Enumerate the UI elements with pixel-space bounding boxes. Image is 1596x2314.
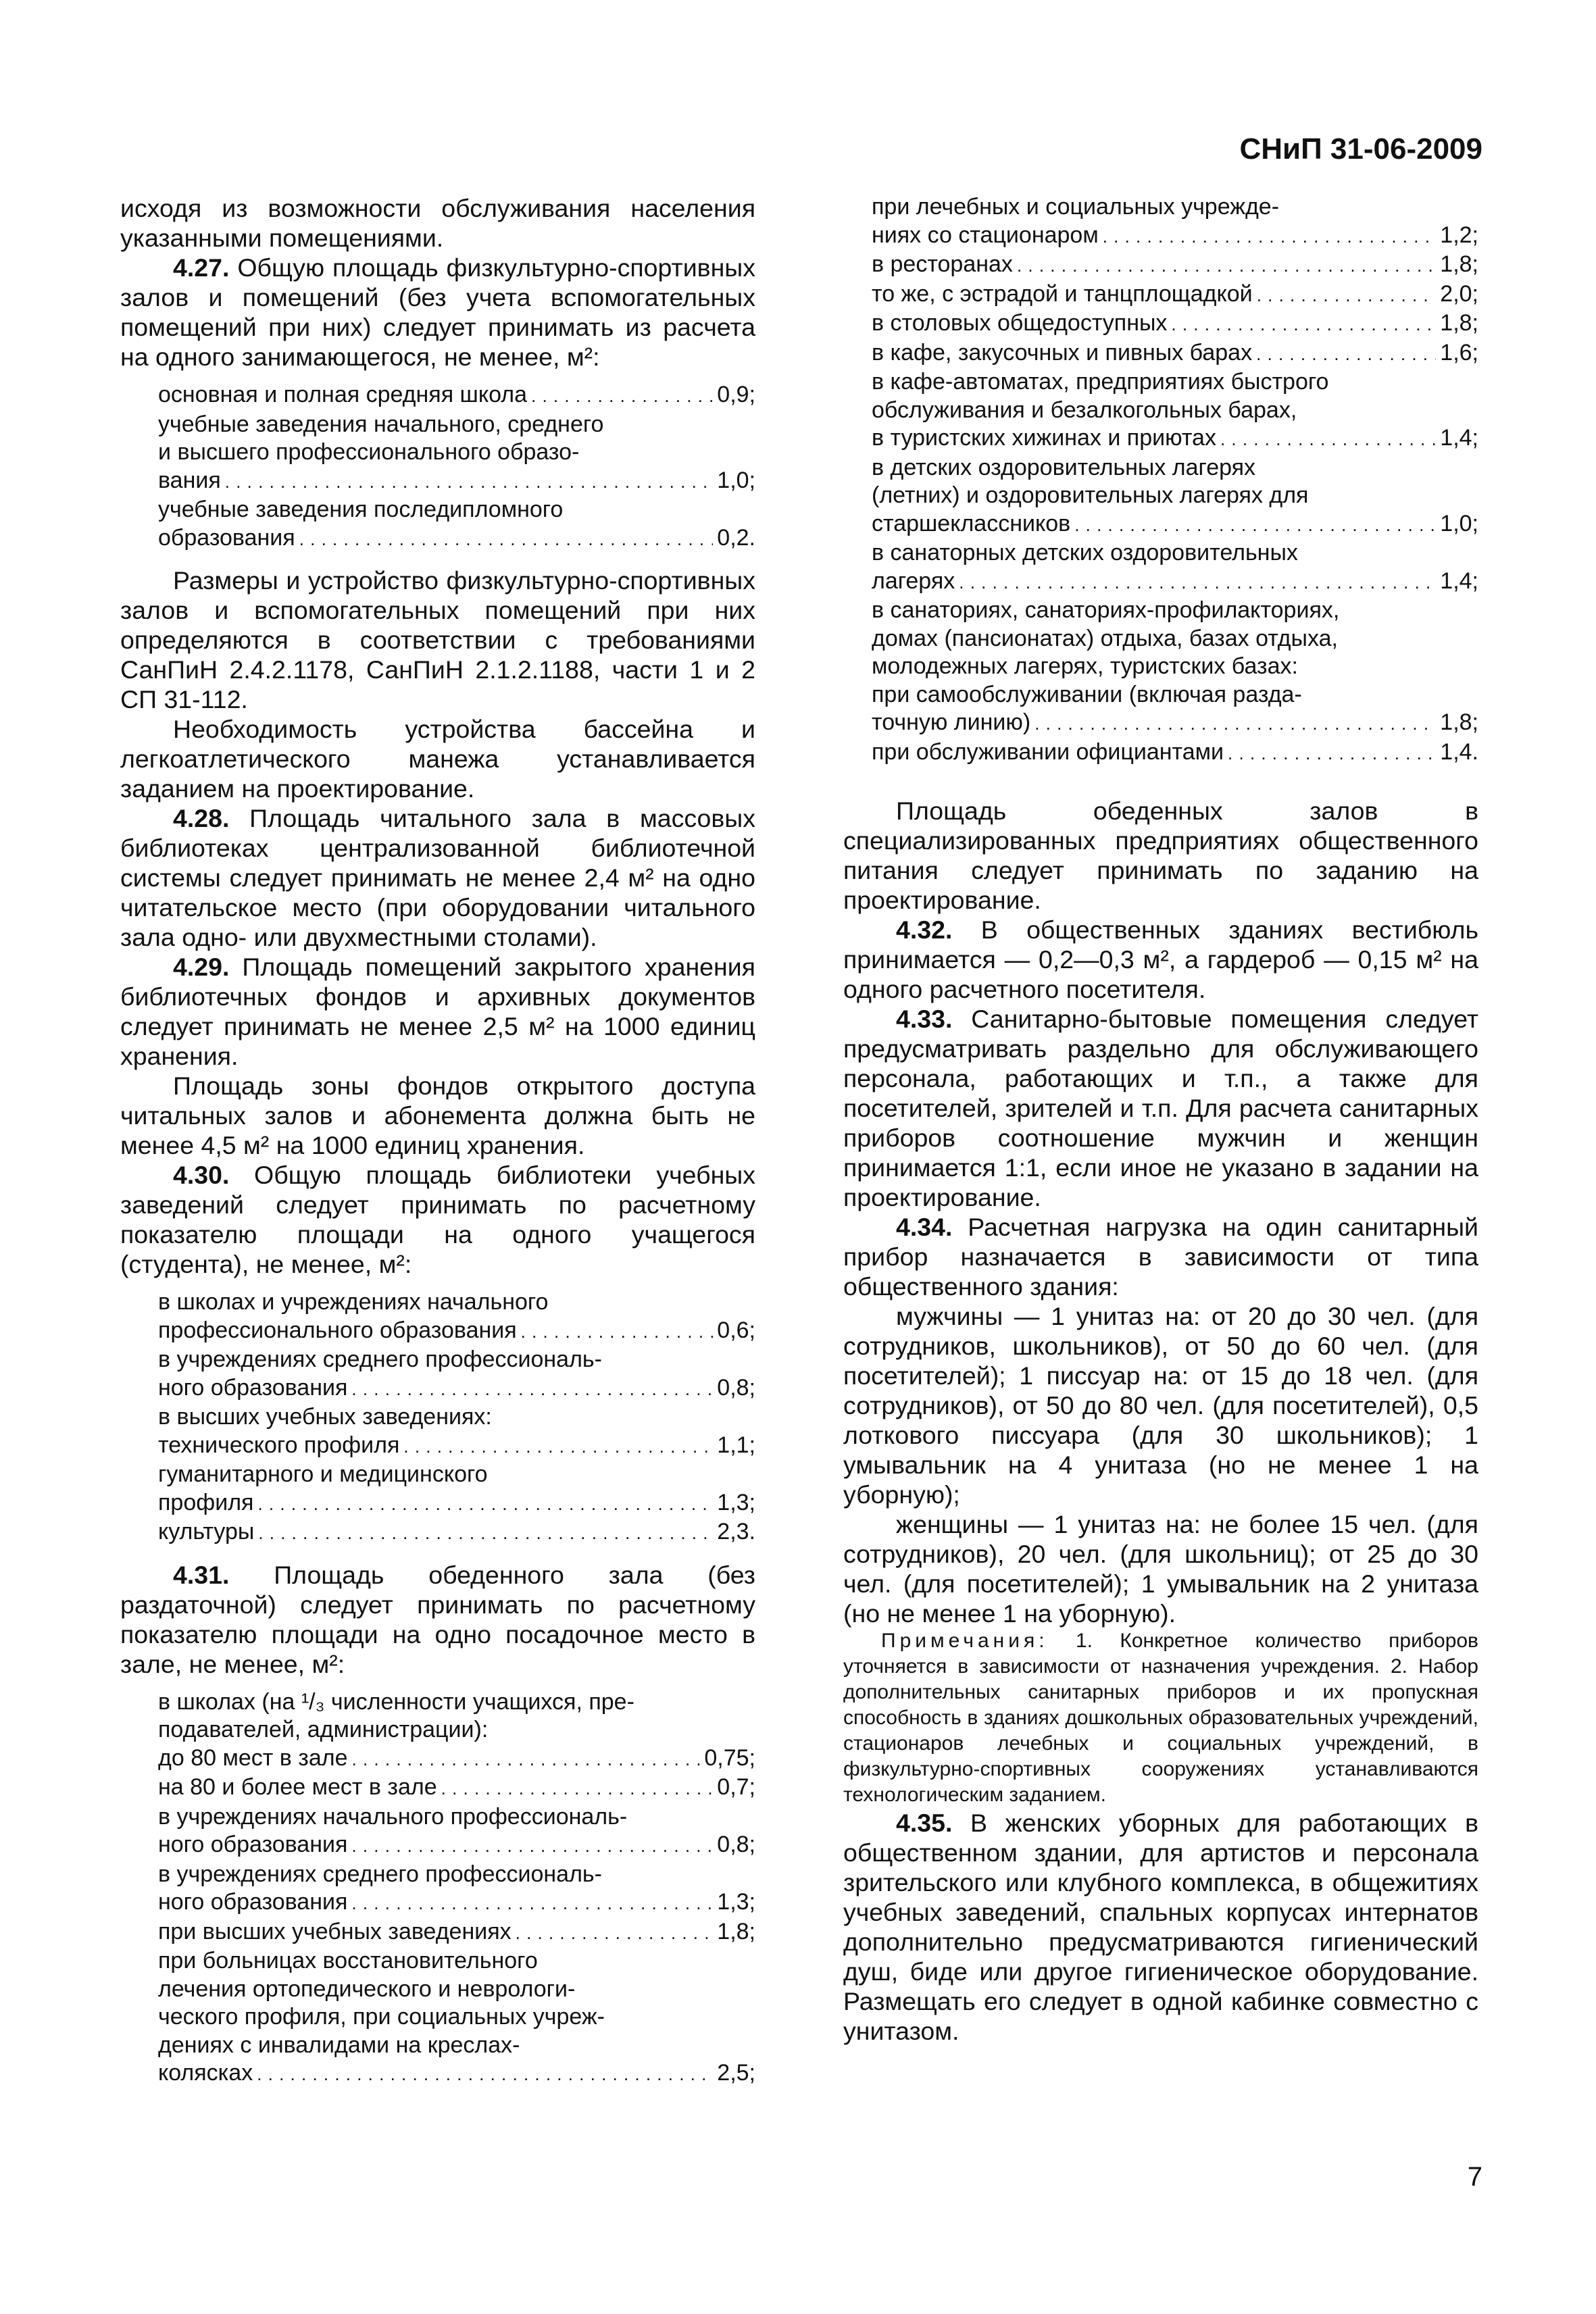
clause-text: Расчетная нагрузка на один санитарный прибор назначается в зависимости от типа общественного здания: xyxy=(843,1213,1478,1301)
list-item-value: 2,3. xyxy=(717,1519,755,1544)
list-item xyxy=(158,1688,755,1717)
list-4-27 xyxy=(158,381,755,553)
dot-leader xyxy=(351,1831,713,1861)
list-item-label: в столовых общедоступных xyxy=(872,310,1168,336)
dot-leader xyxy=(403,1432,713,1461)
list-item xyxy=(158,1374,755,1404)
list-item-value: 2,5; xyxy=(717,2060,755,2086)
dot-leader xyxy=(516,1918,714,1948)
list-item-value: 1,4. xyxy=(1440,738,1478,765)
list-item-value: 1,0; xyxy=(1440,510,1478,536)
paragraph-open-access: Площадь зоны фондов открытого доступа читальных залов и абонемента должна быть не менее 4,5 м² на 1000 единиц хранения. xyxy=(120,1072,755,1159)
list-item-value: 1,6; xyxy=(1440,339,1478,366)
list-item xyxy=(158,467,755,497)
list-item-value: 0,8; xyxy=(717,1374,755,1401)
list-item xyxy=(158,1518,755,1548)
clause-number: 4.28. xyxy=(173,804,230,832)
list-item xyxy=(158,411,755,439)
notes-text: 1. Конкретное количество приборов уточняется в зависимости от назначения учреждения. 2. Набор дополнительных санитарных приборов и их пропускная способность в зданиях дошкольных образовательных учреждений, стационаров лечебных и социальных учреждений, в физкультурно-спортивных сооружениях устанавливаются технологическим заданием. xyxy=(843,1630,1478,1806)
list-item xyxy=(872,397,1478,425)
left-column xyxy=(120,193,755,2101)
dot-leader xyxy=(959,568,1436,597)
clause-4-33 xyxy=(843,1004,1478,1212)
list-item-label: молодежных лагерях, туристских базах: xyxy=(872,653,1298,679)
list-item-label: вания xyxy=(158,467,221,493)
clause-text: Площадь помещений закрытого хранения библиотечных фондов и архивных документов следует принимать не менее 2,5 м² на 1000 единиц хранения. xyxy=(120,953,755,1070)
paragraph-intro: исходя из возможности обслуживания населения указанными помещениями. xyxy=(120,194,755,252)
clause-4-35 xyxy=(843,1808,1478,2046)
dot-leader xyxy=(1228,738,1436,768)
list-item-value: 0,6; xyxy=(717,1317,755,1343)
list-item-label: ного образования xyxy=(158,1832,348,1857)
list-item-label: подавателей, администрации): xyxy=(158,1717,489,1742)
dot-leader xyxy=(299,524,714,554)
list-item xyxy=(158,2059,755,2089)
list-item-value: 0,8; xyxy=(717,1832,755,1857)
clause-number: 4.32. xyxy=(896,915,953,944)
list-item xyxy=(158,1461,755,1489)
clause-text: Площадь обеденного зала (без раздаточной) следует принимать по расчетному показателю площади на одно посадочное место в зале, не менее, м²: xyxy=(120,1560,755,1678)
list-item-value: 0,2. xyxy=(717,524,755,551)
list-item xyxy=(872,193,1478,222)
clause-number: 4.27. xyxy=(173,253,230,282)
list-item-label: в школах и учреждениях начального xyxy=(158,1289,549,1315)
list-item-label: домах (пансионатах) отдыха, базах отдыха, xyxy=(872,625,1338,651)
dot-leader xyxy=(1171,309,1436,339)
dot-leader xyxy=(258,1518,713,1548)
list-item xyxy=(158,1288,755,1317)
clause-number: 4.33. xyxy=(896,1005,953,1033)
paragraph-men: мужчины — 1 унитаз на: от 20 до 30 чел. (для сотрудников, школьников), от 50 до 60 чел. (для посетителей); 1 писсуар на: от 15 до 18 чел. (для сотрудников), от 50 до 80 чел. (для посетителей), 0,5 лоткового писсуара (для 30 школьников); 1 умывальник на 4 унитаза (но не менее 1 на уборную); xyxy=(843,1302,1478,1509)
list-item xyxy=(872,339,1478,369)
list-item-value: 1,8; xyxy=(1440,310,1478,336)
page-number: 7 xyxy=(1467,2162,1482,2192)
list-item-label: образования xyxy=(158,524,295,551)
list-item xyxy=(872,424,1478,454)
list-item xyxy=(158,524,755,554)
dot-leader xyxy=(351,1888,713,1918)
list-item xyxy=(158,1918,755,1948)
list-item-value: 0,9; xyxy=(717,382,755,407)
clause-text: Общую площадь библиотеки учебных заведений следует принимать по расчетному показателю площади на одного учащегося (студента), не менее, м²: xyxy=(120,1161,755,1278)
dot-leader xyxy=(1017,251,1436,280)
list-item-label: в учреждениях среднего профессиональ- xyxy=(158,1861,602,1887)
list-item xyxy=(158,1831,755,1861)
list-item-label: колясках xyxy=(158,2060,253,2086)
list-item-label: старшеклассников xyxy=(872,510,1071,536)
clause-number: 4.30. xyxy=(173,1161,230,1189)
clause-number: 4.29. xyxy=(173,953,230,981)
list-item-label: при обслуживании официантами xyxy=(872,738,1224,765)
list-item xyxy=(872,625,1478,653)
list-item xyxy=(158,2003,755,2032)
list-item-value: 1,4; xyxy=(1440,425,1478,451)
dot-leader xyxy=(531,381,713,411)
dot-leader xyxy=(257,1489,713,1519)
list-item-label: ного образования xyxy=(158,1889,348,1915)
list-item xyxy=(158,1861,755,1889)
list-item xyxy=(158,1317,755,1347)
list-item xyxy=(158,381,755,411)
list-item-value: 1,2; xyxy=(1440,222,1478,248)
dot-leader xyxy=(441,1774,714,1803)
list-item-label: то же, с эстрадой и танцплощадкой xyxy=(872,280,1253,307)
list-item xyxy=(158,1403,755,1432)
clause-4-34 xyxy=(843,1212,1478,1301)
list-item-value: 1,4; xyxy=(1440,568,1478,594)
paragraph-sport-halls: Размеры и устройство физкультурно-спортивных залов и вспомогательных помещений при них определяются в соответствии с требованиями СанПиН 2.4.2.1178, СанПиН 2.1.2.1188, части 1 и 2 СП 31-112. xyxy=(120,566,755,713)
list-item xyxy=(872,709,1478,738)
list-item xyxy=(872,510,1478,540)
list-item-label: в школах (на ¹/₃ численности учащихся, пре- xyxy=(158,1688,634,1715)
list-item-label: учебные заведения последипломного xyxy=(158,497,564,522)
list-item xyxy=(872,309,1478,339)
list-item-label: лагерях xyxy=(872,568,955,594)
list-item-label: учебные заведения начального, среднего xyxy=(158,411,604,437)
clause-4-30 xyxy=(120,1160,755,1279)
list-item-value: 1,0; xyxy=(717,467,755,493)
list-item xyxy=(872,222,1478,251)
list-item-label: в санаторных детских оздоровительных xyxy=(872,540,1298,565)
list-item-label: при самообслуживании (включая разда- xyxy=(872,681,1302,707)
paragraph-dining-halls: Площадь обеденных залов в специализированных предприятиях общественного питания следует принимать по заданию на проектирование. xyxy=(843,797,1478,914)
right-column xyxy=(843,193,1478,2046)
list-item-value: 1,8; xyxy=(1440,709,1478,735)
list-item xyxy=(158,1489,755,1519)
clause-text: В женских уборных для работающих в общественном здании, для артистов и персонала зрительского или клубного комплекса, в общежитиях учебных заведений, спальных корпусах интернатов дополнительно предусматриваются гигиенический душ, биде или другое гигиеническое оборудование. Размещать его следует в одной кабинке совместно с унитазом. xyxy=(843,1809,1478,2045)
dot-leader xyxy=(351,1374,713,1404)
list-item-label: в туристских хижинах и приютах xyxy=(872,425,1216,451)
clause-4-29 xyxy=(120,952,755,1071)
dot-leader xyxy=(352,1744,701,1774)
list-4-30 xyxy=(158,1288,755,1548)
list-item-label: лечения ортопедического и неврологи- xyxy=(158,1976,576,2002)
list-item xyxy=(872,597,1478,625)
notes-label: Примечания: xyxy=(881,1630,1049,1652)
list-item-label: в кафе-автоматах, предприятиях быстрого xyxy=(872,369,1329,395)
list-item-label: при лечебных и социальных учрежде- xyxy=(872,194,1280,220)
list-item xyxy=(872,539,1478,568)
list-item-value: 1,3; xyxy=(717,1889,755,1915)
list-item-value: 2,0; xyxy=(1440,280,1478,307)
dot-leader xyxy=(1220,424,1436,454)
clause-number: 4.34. xyxy=(896,1213,953,1241)
dot-leader xyxy=(1034,709,1436,738)
list-item-value: 1,8; xyxy=(1440,251,1478,277)
list-item-value: 1,3; xyxy=(717,1489,755,1515)
list-item xyxy=(158,1716,755,1744)
list-item xyxy=(872,368,1478,397)
list-item-label: ниях со стационаром xyxy=(872,222,1099,248)
list-item-label: и высшего профессионального образо- xyxy=(158,439,580,465)
clause-text: Санитарно-бытовые помещения следует предусматривать раздельно для обслуживающего персонала, работающих и т.п., а также для посетителей, зрителей и т.п. Для расчета санитарных приборов соотношение мужчин и женщин принимается 1:1, если иное не указано в задании на проектирование. xyxy=(843,1005,1478,1211)
list-item-value: 0,7; xyxy=(717,1774,755,1800)
paragraph-women: женщины — 1 унитаз на: не более 15 чел. (для сотрудников), 20 чел. (для школьниц); от 25 до 30 чел. (для посетителей); 1 умывальник на 2 унитаза (но не менее 1 на уборную). xyxy=(843,1510,1478,1628)
list-item-label: гуманитарного и медицинского xyxy=(158,1461,488,1487)
list-item-value: 0,75; xyxy=(704,1744,755,1771)
list-item xyxy=(158,496,755,524)
list-item-label: технического профиля xyxy=(158,1432,400,1458)
list-item-label: культуры xyxy=(158,1519,255,1544)
list-item-label: в учреждениях начального профессиональ- xyxy=(158,1803,628,1830)
clause-4-27 xyxy=(120,253,755,372)
list-item xyxy=(158,1744,755,1774)
list-item-label: в ресторанах xyxy=(872,251,1013,277)
list-item-label: основная и полная средняя школа xyxy=(158,382,527,407)
clause-number: 4.35. xyxy=(896,1809,953,1837)
list-item xyxy=(872,454,1478,482)
clause-text: Площадь читального зала в массовых библиотеках централизованной библиотечной системы следует принимать не менее 2,4 м² на одно читательское место (при оборудовании читального зала одно- или двухместными столами). xyxy=(120,804,755,951)
list-item-label: при высших учебных заведениях xyxy=(158,1918,512,1944)
list-item-label: на 80 и более мест в зале xyxy=(158,1774,437,1800)
dot-leader xyxy=(257,2059,713,2089)
list-item xyxy=(872,568,1478,597)
list-item xyxy=(158,1976,755,2004)
list-item-label: профессионального образования xyxy=(158,1317,517,1343)
clause-number: 4.31. xyxy=(173,1560,230,1589)
dot-leader xyxy=(521,1317,714,1347)
list-item xyxy=(158,1803,755,1832)
list-item xyxy=(158,1432,755,1461)
list-item-label: до 80 мест в зале xyxy=(158,1744,348,1771)
clause-4-31 xyxy=(120,1560,755,1679)
list-item-label: дениях с инвалидами на креслах- xyxy=(158,2032,520,2058)
list-item-label: в высших учебных заведениях: xyxy=(158,1404,492,1430)
list-item xyxy=(872,251,1478,280)
clause-text: Общую площадь физкультурно-спортивных залов и помещений (без учета вспомогательных помещений при них) следует принимать из расчета на одного занимающегося, не менее, м²: xyxy=(120,253,755,371)
list-4-31-continued xyxy=(872,193,1478,768)
list-item xyxy=(158,2032,755,2060)
clause-text: В общественных зданиях вестибюль принимается — 0,2—0,3 м², а гардероб — 0,15 м² на одного расчетного посетителя. xyxy=(843,915,1478,1003)
dot-leader xyxy=(1257,280,1437,310)
list-item-label: при больницах восстановительного xyxy=(158,1948,538,1973)
list-item-label: (летних) и оздоровительных лагерях для xyxy=(872,482,1309,508)
list-item-label: в санаториях, санаториях-профилакториях, xyxy=(872,597,1340,623)
list-item xyxy=(872,280,1478,310)
list-item xyxy=(158,1774,755,1803)
list-item xyxy=(158,438,755,467)
list-item xyxy=(872,482,1478,510)
list-item xyxy=(872,681,1478,709)
clause-4-28 xyxy=(120,803,755,952)
list-item-label: ческого профиля, при социальных учреж- xyxy=(158,2004,605,2030)
list-item xyxy=(158,1947,755,1976)
list-item xyxy=(158,1346,755,1374)
dot-leader xyxy=(1256,339,1436,369)
list-4-31 xyxy=(158,1688,755,2089)
clause-4-32 xyxy=(843,915,1478,1004)
notes xyxy=(843,1628,1478,1808)
list-item-label: в учреждениях среднего профессиональ- xyxy=(158,1347,602,1372)
dot-leader xyxy=(225,467,714,497)
list-item-label: в детских оздоровительных лагерях xyxy=(872,454,1256,480)
list-item-value: 1,8; xyxy=(717,1918,755,1944)
dot-leader xyxy=(1103,222,1437,251)
dot-leader xyxy=(1074,510,1436,540)
list-item-label: обслуживания и безалкогольных барах, xyxy=(872,397,1297,423)
list-item xyxy=(158,1888,755,1918)
list-item-label: профиля xyxy=(158,1489,254,1515)
list-item xyxy=(872,653,1478,681)
list-item-label: ного образования xyxy=(158,1374,348,1401)
list-item-label: в кафе, закусочных и пивных барах xyxy=(872,339,1253,366)
list-item xyxy=(872,738,1478,768)
paragraph-pool: Необходимость устройства бассейна и легкоатлетического манежа устанавливается заданием на проектирование. xyxy=(120,715,755,803)
list-item-label: точную линию) xyxy=(872,709,1031,735)
document-code-header: СНиП 31-06-2009 xyxy=(1239,132,1482,166)
list-item-value: 1,1; xyxy=(717,1432,755,1458)
